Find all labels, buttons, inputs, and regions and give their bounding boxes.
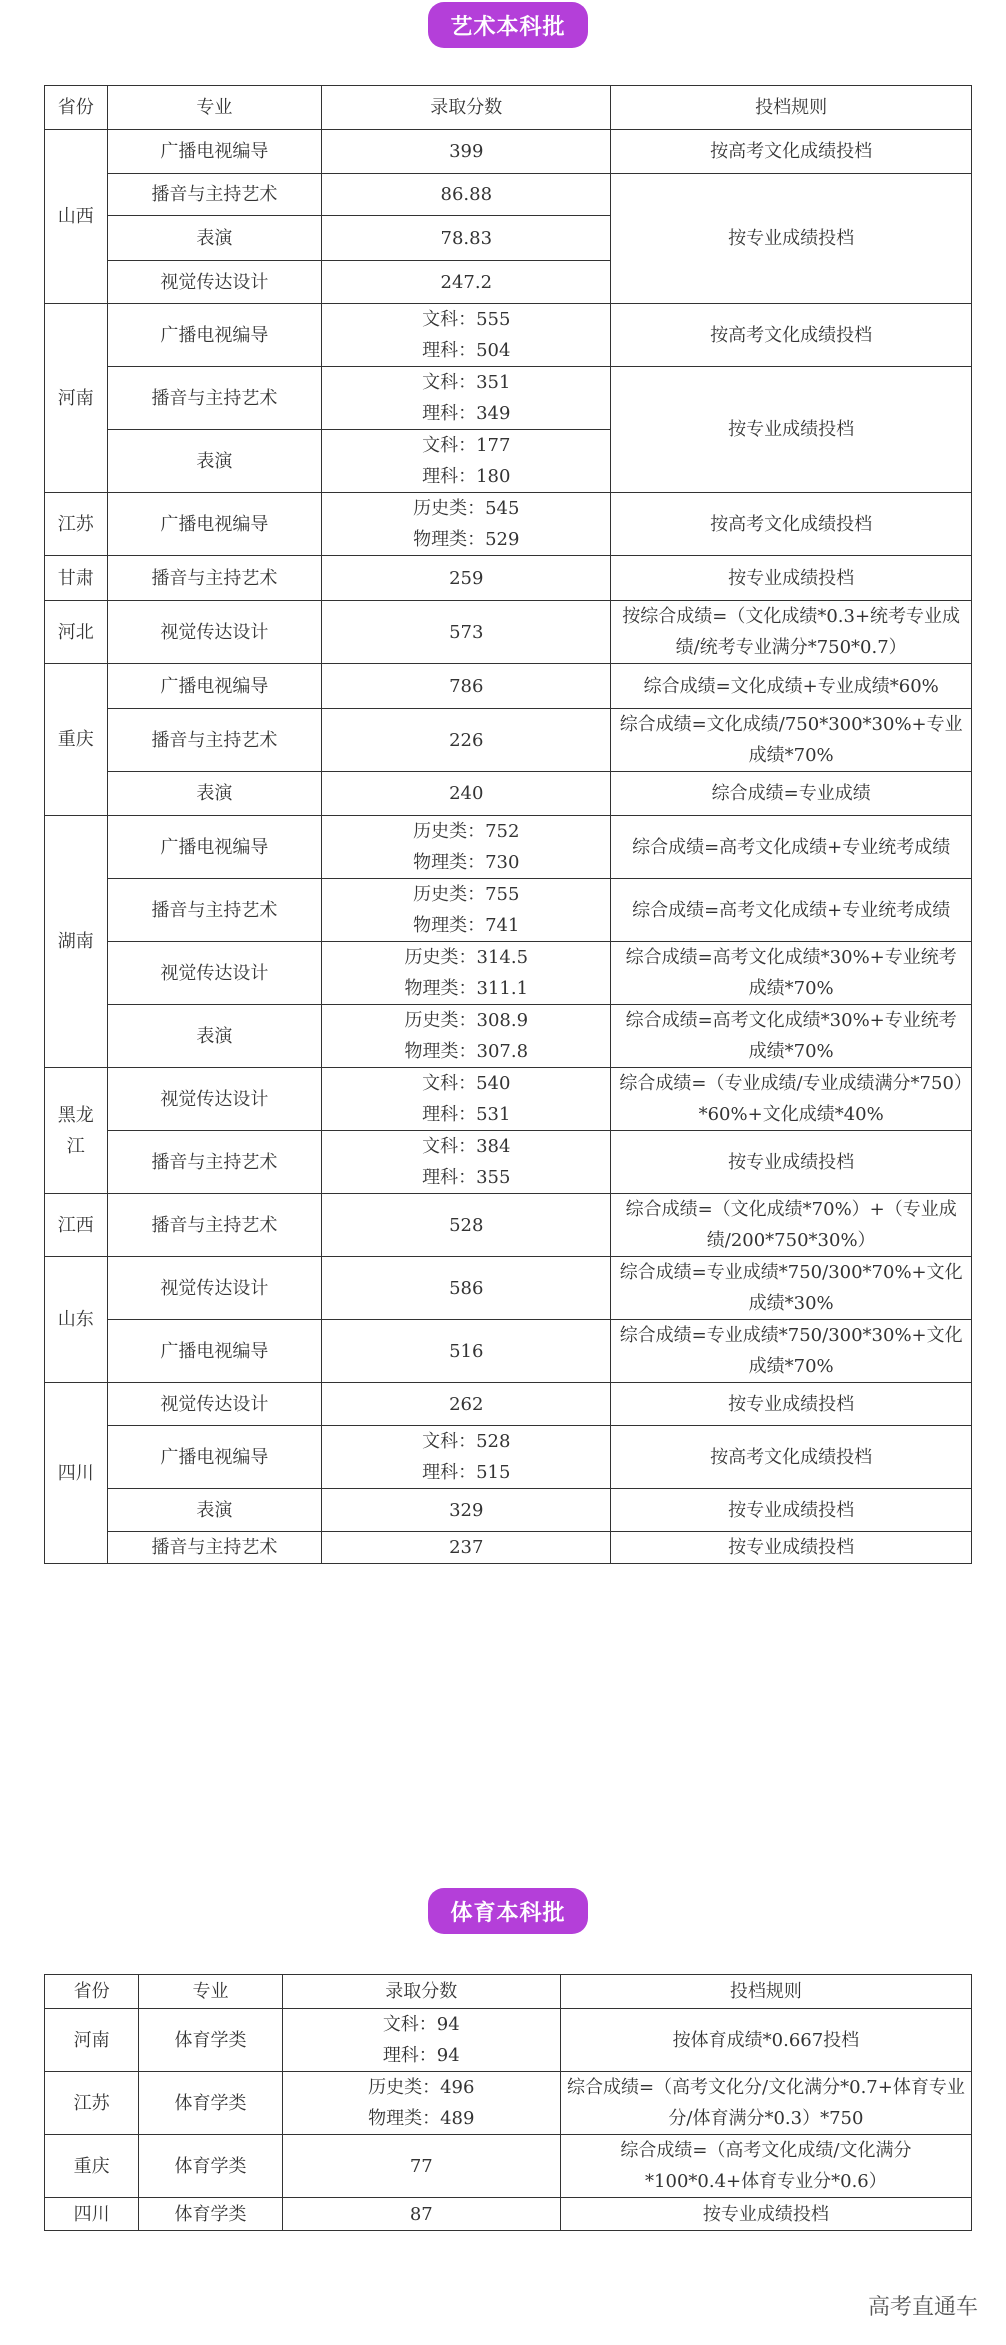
score-line: 历史类：308.9	[404, 1010, 529, 1031]
major-cell: 播音与主持艺术	[107, 1131, 322, 1194]
province-cell: 山东	[45, 1257, 108, 1383]
score-line: 理科：504	[422, 340, 511, 361]
table-row	[45, 493, 972, 556]
score-line: 历史类：314.5	[404, 947, 529, 968]
score-line: 物理类：730	[413, 852, 520, 873]
score-line: 理科：531	[422, 1104, 511, 1125]
score-line: 物理类：529	[413, 529, 520, 550]
score-line: 物理类：307.8	[404, 1041, 529, 1062]
score-cell	[322, 1320, 611, 1383]
major-cell: 视觉传达设计	[107, 942, 322, 1005]
score-cell	[322, 1383, 611, 1426]
rule-cell: 综合成绩=高考文化成绩*30%+专业统考成绩*70%	[611, 942, 972, 1005]
score-line: 理科：515	[422, 1462, 511, 1483]
table-row	[45, 1068, 972, 1131]
major-cell: 广播电视编导	[107, 816, 322, 879]
table-header-row	[45, 1975, 972, 2009]
score-line: 528	[449, 1214, 484, 1236]
rule-cell: 按高考文化成绩投档	[611, 493, 972, 556]
score-cell	[322, 879, 611, 942]
column-header: 专业	[139, 1975, 283, 2009]
rule-cell: 综合成绩=专业成绩*750/300*70%+文化成绩*30%	[611, 1257, 972, 1320]
score-cell	[322, 493, 611, 556]
score-line: 理科：349	[422, 403, 511, 424]
province-cell: 河南	[45, 2009, 139, 2072]
score-cell	[322, 1131, 611, 1194]
rule-cell: 综合成绩=高考文化成绩+专业统考成绩	[611, 816, 972, 879]
score-cell	[322, 304, 611, 367]
score-line: 历史类：545	[413, 498, 520, 519]
rule-cell: 按专业成绩投档	[611, 1383, 972, 1426]
table-row	[45, 174, 972, 216]
rule-cell: 按专业成绩投档	[611, 1131, 972, 1194]
score-line: 文科：555	[422, 309, 511, 330]
pe-batch-badge: 体育本科批	[428, 1888, 588, 1934]
score-line: 文科：528	[422, 1431, 511, 1452]
score-cell	[322, 601, 611, 664]
major-cell: 表演	[107, 1005, 322, 1068]
column-header: 省份	[45, 1975, 139, 2009]
score-cell	[282, 2072, 560, 2135]
rule-cell: 综合成绩=文化成绩+专业成绩*60%	[611, 664, 972, 709]
column-header: 录取分数	[322, 86, 611, 130]
table-row	[45, 304, 972, 367]
score-cell	[322, 130, 611, 174]
rule-cell: 综合成绩=高考文化成绩+专业统考成绩	[611, 879, 972, 942]
major-cell: 视觉传达设计	[107, 1257, 322, 1320]
major-cell: 表演	[107, 772, 322, 816]
score-cell	[322, 816, 611, 879]
major-cell: 播音与主持艺术	[107, 1532, 322, 1564]
table-header-row	[45, 86, 972, 130]
score-line: 物理类：489	[368, 2108, 475, 2129]
major-cell: 视觉传达设计	[107, 1068, 322, 1131]
table-row	[45, 2009, 972, 2072]
province-cell: 四川	[45, 2198, 139, 2231]
province-cell: 湖南	[45, 816, 108, 1068]
score-line: 329	[449, 1499, 484, 1521]
major-cell: 体育学类	[139, 2135, 283, 2198]
score-line: 78.83	[440, 227, 493, 249]
table-row	[45, 816, 972, 879]
score-cell	[322, 367, 611, 430]
major-cell: 视觉传达设计	[107, 261, 322, 304]
score-cell	[322, 1068, 611, 1131]
table-row	[45, 1131, 972, 1194]
score-cell	[322, 261, 611, 304]
table-row	[45, 1489, 972, 1532]
table-row	[45, 879, 972, 942]
major-cell: 视觉传达设计	[107, 1383, 322, 1426]
score-cell	[322, 664, 611, 709]
score-line: 理科：94	[382, 2045, 460, 2066]
rule-cell: 按高考文化成绩投档	[611, 1426, 972, 1489]
score-cell	[322, 1532, 611, 1564]
table-row	[45, 1194, 972, 1257]
score-line: 259	[449, 567, 484, 589]
rule-cell: 按体育成绩*0.667投档	[560, 2009, 971, 2072]
rule-cell: 按专业成绩投档	[611, 556, 972, 601]
province-cell: 甘肃	[45, 556, 108, 601]
score-cell	[322, 1257, 611, 1320]
major-cell: 播音与主持艺术	[107, 1194, 322, 1257]
score-cell	[322, 1426, 611, 1489]
rule-cell: 综合成绩=专业成绩*750/300*30%+文化成绩*70%	[611, 1320, 972, 1383]
score-cell	[322, 1005, 611, 1068]
score-line: 573	[449, 621, 484, 643]
score-cell	[322, 709, 611, 772]
score-line: 516	[449, 1340, 484, 1362]
major-cell: 视觉传达设计	[107, 601, 322, 664]
rule-cell: 综合成绩=文化成绩/750*300*30%+专业成绩*70%	[611, 709, 972, 772]
score-line: 理科：180	[422, 466, 511, 487]
province-cell: 江苏	[45, 2072, 139, 2135]
rule-cell: 按高考文化成绩投档	[611, 304, 972, 367]
rule-cell: 综合成绩=专业成绩	[611, 772, 972, 816]
art-batch-badge: 艺术本科批	[428, 2, 588, 48]
score-line: 文科：384	[422, 1136, 511, 1157]
major-cell: 播音与主持艺术	[107, 367, 322, 430]
score-line: 理科：355	[422, 1167, 511, 1188]
table-row	[45, 942, 972, 1005]
art-admission-table	[44, 85, 972, 1564]
rule-cell: 按专业成绩投档	[560, 2198, 971, 2231]
score-line: 文科：540	[422, 1073, 511, 1094]
major-cell: 体育学类	[139, 2072, 283, 2135]
province-cell: 河南	[45, 304, 108, 493]
table-row	[45, 1005, 972, 1068]
rule-cell: 按专业成绩投档	[611, 1489, 972, 1532]
score-line: 262	[449, 1393, 484, 1415]
score-line: 历史类：752	[413, 821, 520, 842]
major-cell: 表演	[107, 1489, 322, 1532]
score-cell	[282, 2198, 560, 2231]
major-cell: 体育学类	[139, 2009, 283, 2072]
province-cell: 四川	[45, 1383, 108, 1564]
major-cell: 播音与主持艺术	[107, 879, 322, 942]
rule-cell: 综合成绩=（专业成绩/专业成绩满分*750）*60%+文化成绩*40%	[611, 1068, 972, 1131]
score-line: 586	[449, 1277, 484, 1299]
table-row	[45, 556, 972, 601]
table-row	[45, 367, 972, 430]
rule-cell: 按高考文化成绩投档	[611, 130, 972, 174]
column-header: 省份	[45, 86, 108, 130]
score-line: 786	[449, 675, 484, 697]
watermark-text: 高考直通车	[868, 2295, 979, 2320]
province-cell: 江西	[45, 1194, 108, 1257]
table-row	[45, 130, 972, 174]
table-row	[45, 1383, 972, 1426]
table-row	[45, 2072, 972, 2135]
score-cell	[322, 942, 611, 1005]
rule-cell: 按专业成绩投档	[611, 1532, 972, 1564]
score-line: 237	[449, 1537, 484, 1558]
table-row	[45, 1257, 972, 1320]
table-row	[45, 664, 972, 709]
major-cell: 广播电视编导	[107, 493, 322, 556]
major-cell: 播音与主持艺术	[107, 556, 322, 601]
score-line: 物理类：741	[413, 915, 520, 936]
score-line: 历史类：755	[413, 884, 520, 905]
column-header: 投档规则	[560, 1975, 971, 2009]
score-line: 86.88	[440, 184, 493, 205]
score-line: 247.2	[440, 271, 493, 293]
major-cell: 播音与主持艺术	[107, 174, 322, 216]
province-cell: 山西	[45, 130, 108, 304]
score-cell	[282, 2009, 560, 2072]
province-cell: 江苏	[45, 493, 108, 556]
column-header: 录取分数	[282, 1975, 560, 2009]
province-cell: 黑龙江	[45, 1068, 108, 1194]
table-row	[45, 1532, 972, 1564]
score-line: 文科：351	[422, 372, 511, 393]
rule-cell: 综合成绩=（高考文化分/文化满分*0.7+体育专业分/体育满分*0.3）*750	[560, 2072, 971, 2135]
table-row	[45, 1426, 972, 1489]
score-line: 文科：177	[422, 435, 511, 456]
table-row	[45, 1320, 972, 1383]
rule-cell: 综合成绩=（文化成绩*70%）+（专业成绩/200*750*30%）	[611, 1194, 972, 1257]
major-cell: 广播电视编导	[107, 1320, 322, 1383]
table-row	[45, 709, 972, 772]
rule-cell: 按综合成绩=（文化成绩*0.3+统考专业成绩/统考专业满分*750*0.7）	[611, 601, 972, 664]
major-cell: 播音与主持艺术	[107, 709, 322, 772]
major-cell: 表演	[107, 430, 322, 493]
rule-cell: 按专业成绩投档	[611, 174, 972, 304]
major-cell: 广播电视编导	[107, 1426, 322, 1489]
table-row	[45, 2198, 972, 2231]
score-line: 物理类：311.1	[404, 978, 529, 999]
score-line: 77	[409, 2155, 433, 2177]
province-cell: 重庆	[45, 2135, 139, 2198]
table-row	[45, 2135, 972, 2198]
score-cell	[322, 216, 611, 261]
score-cell	[322, 1489, 611, 1532]
table-row	[45, 772, 972, 816]
table-row	[45, 601, 972, 664]
rule-cell: 综合成绩=（高考文化成绩/文化满分*100*0.4+体育专业分*0.6）	[560, 2135, 971, 2198]
province-cell: 重庆	[45, 664, 108, 816]
score-cell	[322, 1194, 611, 1257]
major-cell: 广播电视编导	[107, 304, 322, 367]
score-line: 87	[409, 2203, 433, 2225]
score-line: 240	[449, 783, 484, 804]
major-cell: 广播电视编导	[107, 130, 322, 174]
score-cell	[322, 430, 611, 493]
score-line: 文科：94	[382, 2014, 460, 2035]
major-cell: 表演	[107, 216, 322, 261]
major-cell: 广播电视编导	[107, 664, 322, 709]
score-cell	[322, 174, 611, 216]
rule-cell: 按专业成绩投档	[611, 367, 972, 493]
major-cell: 体育学类	[139, 2198, 283, 2231]
score-cell	[282, 2135, 560, 2198]
column-header: 专业	[107, 86, 322, 130]
score-line: 399	[449, 141, 484, 162]
rule-cell: 综合成绩=高考文化成绩*30%+专业统考成绩*70%	[611, 1005, 972, 1068]
pe-admission-table	[44, 1974, 972, 2231]
province-cell: 河北	[45, 601, 108, 664]
score-cell	[322, 772, 611, 816]
score-line: 226	[449, 729, 484, 751]
column-header: 投档规则	[611, 86, 972, 130]
score-cell	[322, 556, 611, 601]
score-line: 历史类：496	[368, 2077, 475, 2098]
